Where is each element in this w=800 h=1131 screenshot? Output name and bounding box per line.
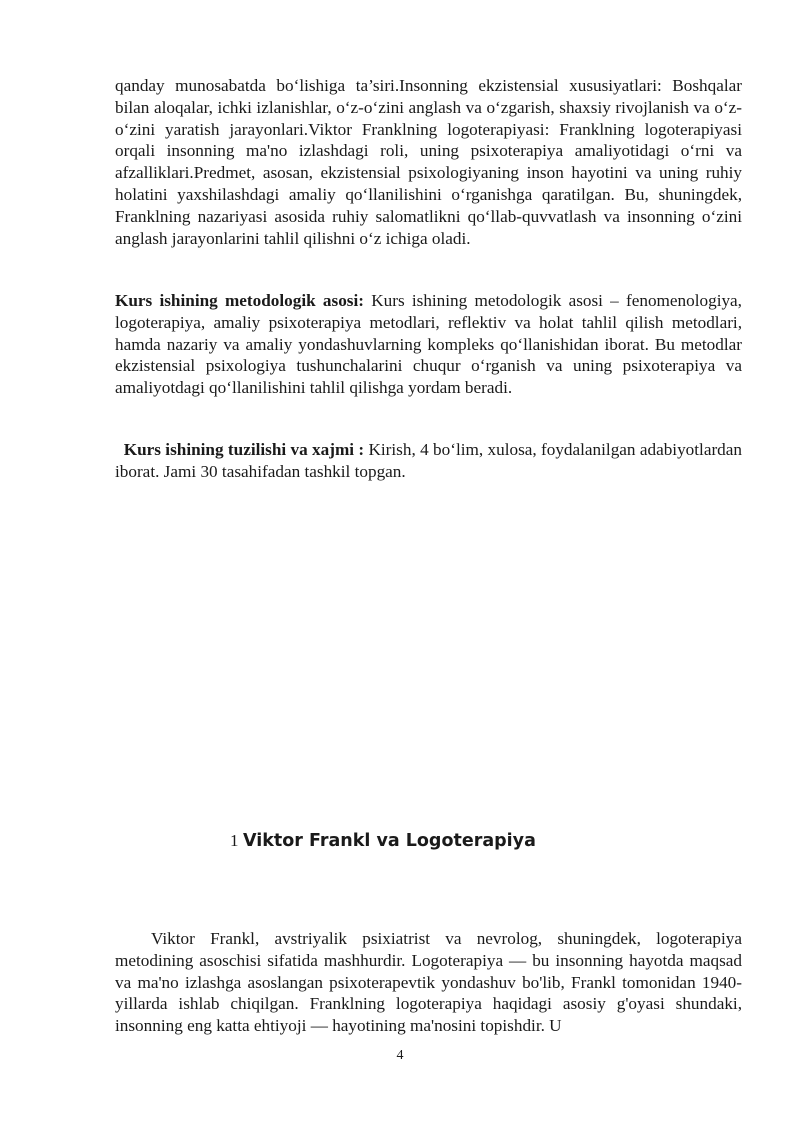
- section-heading: [230, 830, 536, 851]
- page-number: 4: [396, 1048, 404, 1063]
- paragraph-methodology: [115, 290, 742, 399]
- paragraph-intro-continuation: qanday munosabatda bo‘lishiga ta’siri.Insonning ekzistensial xususiyatlari: Boshqalar bilan aloqalar, ichki izlanishlar, o‘z-o‘zini anglash va o‘zgarish, shaxsiy rivojlanish va o‘z-o‘zini yaratish jarayonlari.Viktor Franklning logoterapiyasi: Franklning logoterapiyasi orqali insonning ma'no izlashdagi roli, uning psixoterapiya amaliyotidagi o‘rni va afzalliklari.Predmet, asosan, ekzistensial psixologiyaning inson hayotini va uning ruhiy holatini yaxshilashdagi amaliy qo‘llanilishini o‘rganishga qaratilgan. Bu, shuningdek, Franklning nazariyasi asosida ruhiy salomatlikni qo‘llab-quvvatlash va insonning o‘zini anglash jarayonlarini tahlil qilishni o‘z ichiga oladi.: [115, 76, 742, 248]
- structure-text: Kirish, 4 bo‘lim, xulosa, foydalanilgan adabiyotlardan iborat. Jami 30 tasahifadan tashkil topgan.: [115, 440, 747, 481]
- section-number: 1: [230, 831, 239, 850]
- methodology-text: Kurs ishining metodologik asosi – fenomenologiya, logoterapiya, amaliy psixoterapiya metodlari, reflektiv va holat tahlil qilish metodlari, hamda nazariy va amaliy yondashuvlarning kompleks qo‘llanishidan iborat. Bu metodlar ekzistensial psixologiya tushunchalarini chuqur o‘rganish va uning psixoterapiya va amaliyotdagi qo‘llanilishini tahlil qilishga yordam beradi.: [115, 291, 742, 398]
- paragraph-structure: [115, 439, 747, 483]
- methodology-label: Kurs ishining metodologik asosi:: [115, 291, 364, 310]
- section-title: Viktor Frankl va Logoterapiya: [243, 831, 536, 851]
- structure-label: Kurs ishining tuzilishi va xajmi :: [115, 440, 365, 459]
- paragraph-frankl-intro: Viktor Frankl, avstriyalik psixiatrist va nevrolog, shuningdek, logoterapiya metodining asoschisi sifatida mashhurdir. Logoterapiya — bu insonning hayotda maqsad va ma'no izlashga asoslangan psixoterapevtik yondashuv bo'lib, Frankl tomonidan 1940-yillarda ishlab chiqilgan. Franklning logoterapiya haqidagi asosiy g'oyasi shundaki, insonning eng katta ehtiyoji — hayotining ma'nosini topishdir. U: [115, 929, 742, 1036]
